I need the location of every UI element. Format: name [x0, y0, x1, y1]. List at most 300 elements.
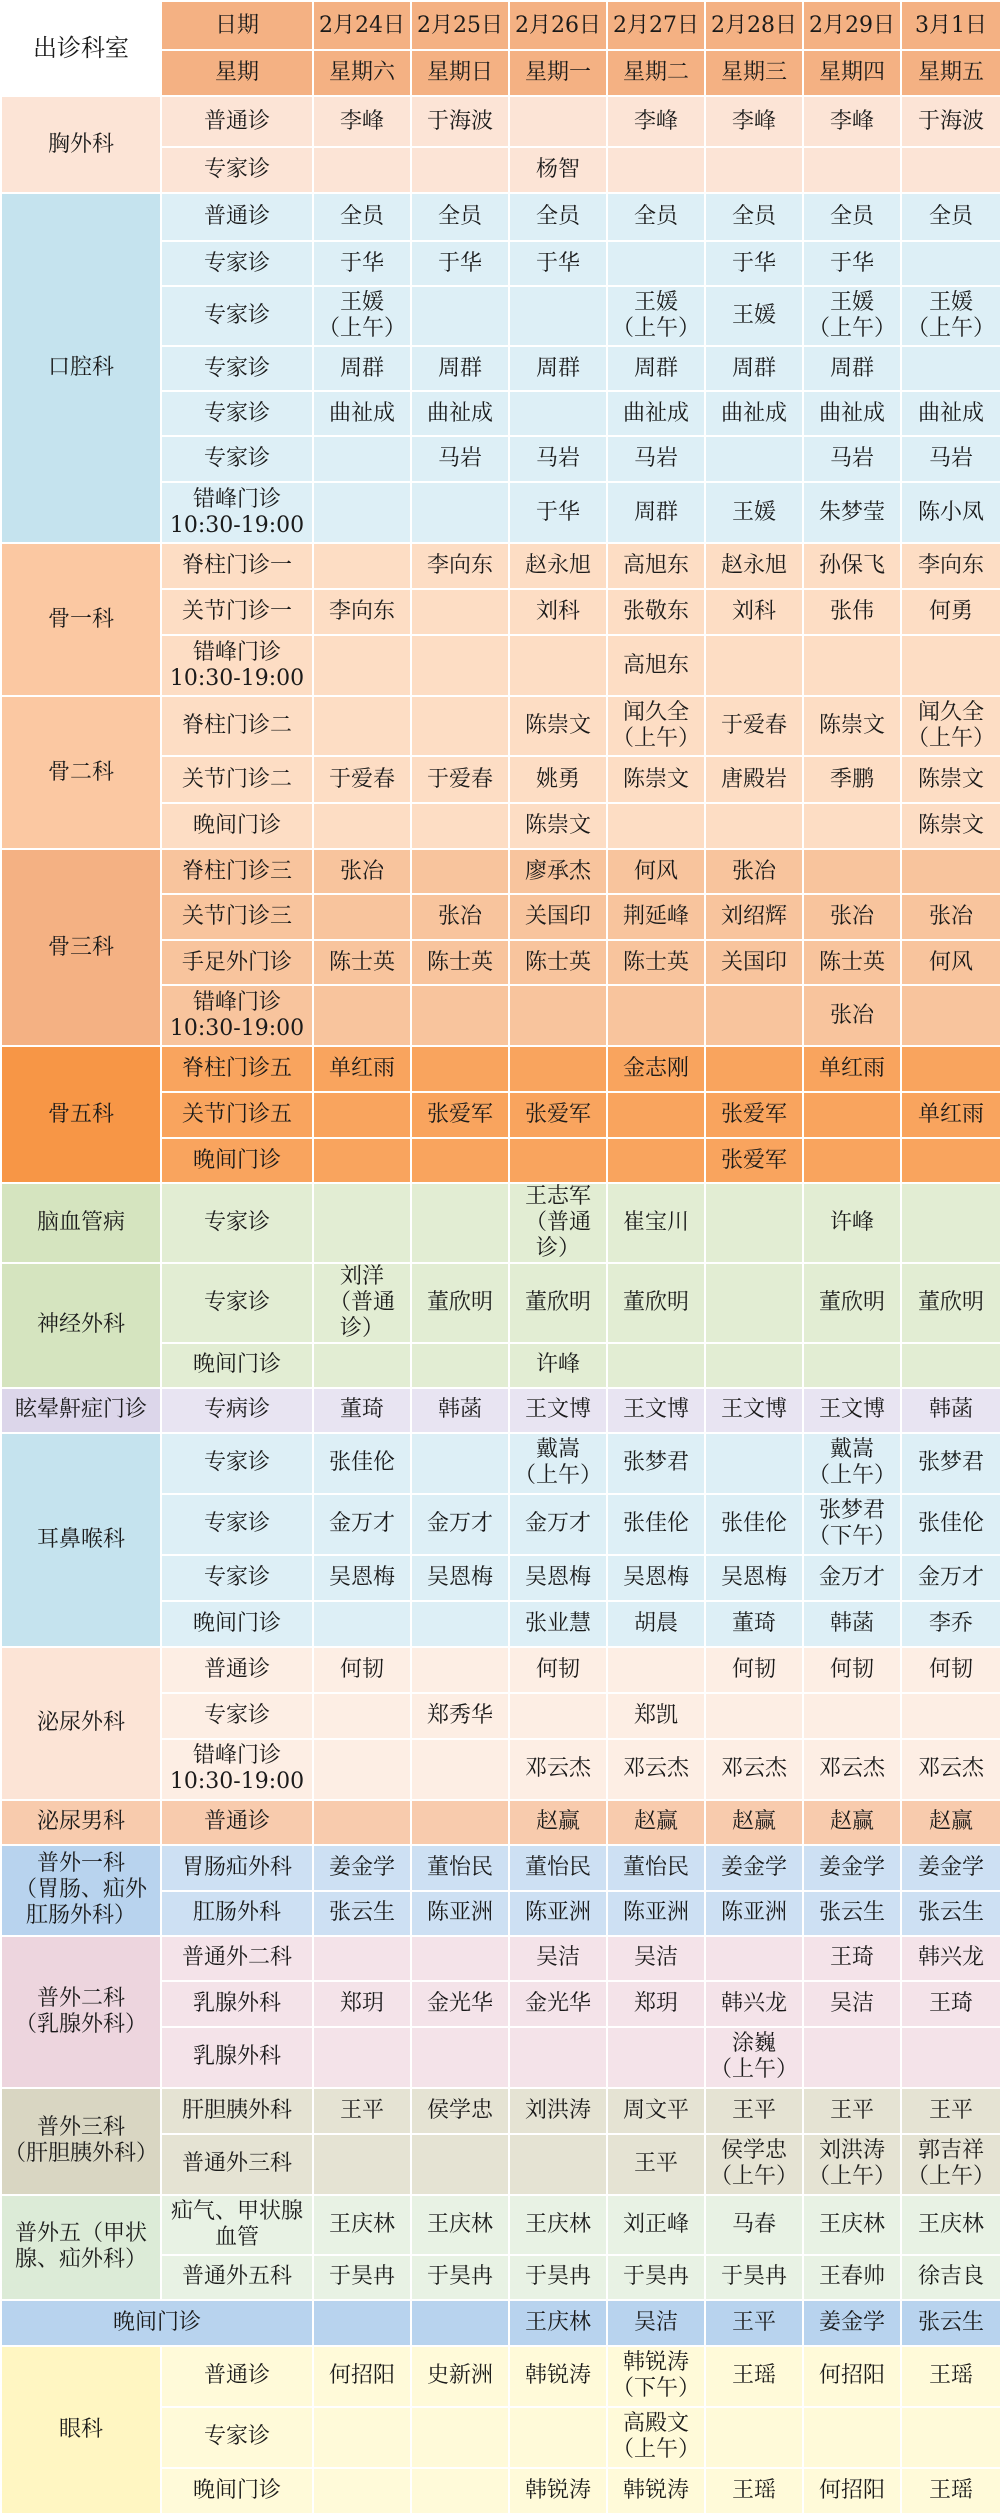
doctor-cell: 荆延峰	[607, 894, 705, 940]
date-cell: 2月27日	[607, 1, 705, 50]
doctor-cell	[411, 1046, 509, 1092]
clinic-type: 专家诊	[161, 436, 313, 482]
doctor-cell	[411, 1183, 509, 1263]
doctor-cell: 全员	[901, 193, 1000, 241]
clinic-type: 乳腺外科	[161, 2027, 313, 2088]
doctor-cell: 李峰	[803, 96, 901, 147]
doctor-cell: 王瑶	[705, 2346, 803, 2407]
doctor-cell	[313, 147, 411, 193]
doctor-cell: 吴恩梅	[411, 1555, 509, 1601]
doctor-cell: 于爱春	[705, 696, 803, 756]
date-cell: 2月24日	[313, 1, 411, 50]
doctor-cell: 吴恩梅	[313, 1555, 411, 1601]
doctor-cell: 王琦	[803, 1936, 901, 1981]
doctor-cell: 闻久全 （上午）	[901, 696, 1000, 756]
doctor-cell: 马岩	[607, 436, 705, 482]
doctor-cell	[411, 849, 509, 894]
clinic-type: 专家诊	[161, 1263, 313, 1343]
doctor-cell	[705, 1263, 803, 1343]
doctor-cell	[509, 96, 607, 147]
clinic-type: 脊柱门诊三	[161, 849, 313, 894]
doctor-cell: 马岩	[901, 436, 1000, 482]
doctor-cell: 陈士英	[607, 940, 705, 985]
doctor-cell: 单红雨	[313, 1046, 411, 1092]
clinic-type: 普通诊	[161, 2346, 313, 2407]
doctor-cell: 赵赢	[607, 1800, 705, 1845]
clinic-type: 专病诊	[161, 1388, 313, 1433]
doctor-cell: 王平	[705, 2088, 803, 2134]
doctor-cell: 陈士英	[803, 940, 901, 985]
doctor-cell: 王平	[803, 2088, 901, 2134]
doctor-cell: 于海波	[411, 96, 509, 147]
doctor-cell: 刘洋 （普通诊）	[313, 1263, 411, 1343]
doctor-cell: 张敬东	[607, 589, 705, 635]
header-date-row	[1, 1, 1000, 50]
doctor-cell: 郑玥	[313, 1981, 411, 2027]
doctor-cell: 赵赢	[803, 1800, 901, 1845]
doctor-cell	[607, 1343, 705, 1388]
doctor-cell: 刘科	[509, 589, 607, 635]
doctor-cell	[411, 635, 509, 696]
doctor-cell	[313, 1693, 411, 1739]
doctor-cell: 王文博	[607, 1388, 705, 1433]
department-name: 普外一科 （胃肠、疝外 肛肠外科）	[1, 1845, 161, 1936]
doctor-cell: 全员	[803, 193, 901, 241]
doctor-cell: 许峰	[803, 1183, 901, 1263]
doctor-cell: 金万才	[803, 1555, 901, 1601]
doctor-cell	[705, 147, 803, 193]
doctor-cell	[313, 1138, 411, 1183]
doctor-cell	[705, 1343, 803, 1388]
doctor-cell: 张佳伦	[901, 1494, 1000, 1555]
doctor-cell: 韩菡	[901, 1388, 1000, 1433]
doctor-cell	[803, 2407, 901, 2468]
doctor-cell: 周文平	[607, 2088, 705, 2134]
doctor-cell: 曲祉成	[705, 391, 803, 436]
doctor-cell	[313, 1936, 411, 1981]
schedule-row	[1, 1183, 1000, 1263]
doctor-cell: 董欣明	[509, 1263, 607, 1343]
doctor-cell: 张佳伦	[705, 1494, 803, 1555]
doctor-cell	[313, 985, 411, 1046]
doctor-cell	[607, 1647, 705, 1693]
doctor-cell: 何风	[901, 940, 1000, 985]
doctor-cell: 陈士英	[411, 940, 509, 985]
doctor-cell: 周群	[411, 346, 509, 391]
doctor-cell: 王媛	[705, 482, 803, 543]
weekday-cell: 星期二	[607, 50, 705, 96]
doctor-cell: 邓云杰	[803, 1739, 901, 1800]
clinic-type: 专家诊	[161, 286, 313, 346]
schedule-row	[1, 1845, 1000, 1891]
doctor-cell: 吴洁	[803, 1981, 901, 2027]
doctor-cell: 赵永旭	[705, 543, 803, 589]
schedule-row	[1, 1046, 1000, 1092]
doctor-cell: 张云生	[803, 1891, 901, 1936]
doctor-cell	[509, 635, 607, 696]
doctor-cell: 闻久全 （上午）	[607, 696, 705, 756]
doctor-cell: 单红雨	[803, 1046, 901, 1092]
doctor-cell	[803, 803, 901, 849]
doctor-cell: 张云生	[313, 1891, 411, 1936]
doctor-cell: 董欣明	[803, 1263, 901, 1343]
doctor-cell: 张梦君 （下午）	[803, 1494, 901, 1555]
doctor-cell: 郑玥	[607, 1981, 705, 2027]
clinic-type: 脊柱门诊二	[161, 696, 313, 756]
doctor-cell: 马岩	[803, 436, 901, 482]
doctor-cell: 韩锐涛	[607, 2468, 705, 2514]
clinic-type: 晚间门诊	[161, 1138, 313, 1183]
weekday-cell: 星期三	[705, 50, 803, 96]
schedule-row	[1, 543, 1000, 589]
schedule-row	[1, 696, 1000, 756]
date-cell: 2月29日	[803, 1, 901, 50]
clinic-type: 晚间门诊	[161, 2468, 313, 2514]
doctor-cell	[705, 2407, 803, 2468]
doctor-cell: 郑凯	[607, 1693, 705, 1739]
doctor-cell: 董怡民	[509, 1845, 607, 1891]
doctor-cell: 邓云杰	[901, 1739, 1000, 1800]
clinic-type: 专家诊	[161, 1494, 313, 1555]
doctor-cell: 董欣明	[411, 1263, 509, 1343]
doctor-cell: 王庆林	[803, 2195, 901, 2255]
clinic-type: 专家诊	[161, 1693, 313, 1739]
doctor-cell: 姜金学	[803, 2300, 901, 2346]
doctor-cell: 关国印	[705, 940, 803, 985]
evening-clinic-label: 晚间门诊	[1, 2300, 313, 2346]
doctor-cell: 刘正峰	[607, 2195, 705, 2255]
doctor-cell: 张梦君	[901, 1433, 1000, 1494]
doctor-cell	[313, 543, 411, 589]
doctor-cell: 陈崇文	[901, 756, 1000, 803]
doctor-cell: 于昊冉	[607, 2255, 705, 2300]
doctor-cell: 于昊冉	[705, 2255, 803, 2300]
clinic-type: 手足外门诊	[161, 940, 313, 985]
doctor-cell: 陈崇文	[803, 696, 901, 756]
doctor-cell: 董怡民	[607, 1845, 705, 1891]
doctor-cell: 张伟	[803, 589, 901, 635]
department-name: 耳鼻喉科	[1, 1433, 161, 1647]
doctor-cell: 周群	[607, 482, 705, 543]
doctor-cell: 于华	[411, 241, 509, 286]
doctor-cell: 张冶	[803, 894, 901, 940]
doctor-cell: 金万才	[509, 1494, 607, 1555]
clinic-type: 错峰门诊 10:30-19:00	[161, 985, 313, 1046]
doctor-cell: 王庆林	[411, 2195, 509, 2255]
doctor-cell: 高殿文 （上午）	[607, 2407, 705, 2468]
doctor-cell	[705, 985, 803, 1046]
clinic-type: 普通外五科	[161, 2255, 313, 2300]
doctor-cell	[607, 1092, 705, 1138]
doctor-cell	[411, 2027, 509, 2088]
clinic-type: 普通诊	[161, 193, 313, 241]
doctor-cell: 全员	[411, 193, 509, 241]
clinic-type: 晚间门诊	[161, 1601, 313, 1647]
doctor-cell	[901, 1183, 1000, 1263]
doctor-cell: 何招阳	[803, 2468, 901, 2514]
clinic-type: 普通诊	[161, 1800, 313, 1845]
clinic-type: 脊柱门诊五	[161, 1046, 313, 1092]
doctor-cell: 邓云杰	[705, 1739, 803, 1800]
evening-clinic-row	[1, 2300, 1000, 2346]
doctor-cell	[411, 1601, 509, 1647]
doctor-cell: 王平	[705, 2300, 803, 2346]
doctor-cell	[313, 1601, 411, 1647]
schedule-row	[1, 1647, 1000, 1693]
department-name: 神经外科	[1, 1263, 161, 1388]
doctor-cell: 陈崇文	[509, 696, 607, 756]
doctor-cell: 张冶	[705, 849, 803, 894]
doctor-cell	[411, 1343, 509, 1388]
doctor-cell: 董欣明	[607, 1263, 705, 1343]
doctor-cell: 张爱军	[705, 1092, 803, 1138]
doctor-cell: 曲祉成	[607, 391, 705, 436]
doctor-cell	[313, 894, 411, 940]
doctor-cell: 陈亚洲	[411, 1891, 509, 1936]
doctor-cell	[803, 2027, 901, 2088]
schedule-row	[1, 193, 1000, 241]
doctor-cell	[803, 635, 901, 696]
doctor-cell: 张梦君	[607, 1433, 705, 1494]
doctor-cell	[607, 147, 705, 193]
doctor-cell: 吴恩梅	[705, 1555, 803, 1601]
doctor-cell	[509, 2407, 607, 2468]
clinic-type: 脊柱门诊一	[161, 543, 313, 589]
doctor-cell: 王志军 （普通诊）	[509, 1183, 607, 1263]
department-name: 眩晕鼾症门诊	[1, 1388, 161, 1433]
doctor-cell: 王瑶	[705, 2468, 803, 2514]
doctor-cell	[901, 2027, 1000, 2088]
doctor-cell: 侯学忠 （上午）	[705, 2134, 803, 2195]
doctor-cell: 何招阳	[803, 2346, 901, 2407]
doctor-cell: 李乔	[901, 1601, 1000, 1647]
doctor-cell	[901, 241, 1000, 286]
doctor-cell	[901, 1046, 1000, 1092]
department-name: 泌尿外科	[1, 1647, 161, 1800]
doctor-cell: 于华	[509, 482, 607, 543]
doctor-cell: 戴嵩 （上午）	[803, 1433, 901, 1494]
weekday-cell: 星期四	[803, 50, 901, 96]
doctor-cell: 张云生	[901, 2300, 1000, 2346]
doctor-cell: 周群	[509, 346, 607, 391]
doctor-cell: 张云生	[901, 1891, 1000, 1936]
doctor-cell: 王平	[901, 2088, 1000, 2134]
clinic-type: 晚间门诊	[161, 1343, 313, 1388]
doctor-cell	[803, 849, 901, 894]
doctor-cell: 何招阳	[313, 2346, 411, 2407]
clinic-type: 专家诊	[161, 391, 313, 436]
doctor-cell: 韩兴龙	[901, 1936, 1000, 1981]
doctor-cell: 吴恩梅	[607, 1555, 705, 1601]
doctor-cell	[901, 1138, 1000, 1183]
doctor-cell: 吴洁	[607, 1936, 705, 1981]
department-name: 骨一科	[1, 543, 161, 696]
doctor-cell: 胡晨	[607, 1601, 705, 1647]
doctor-cell: 张佳伦	[607, 1494, 705, 1555]
doctor-cell: 马春	[705, 2195, 803, 2255]
doctor-cell	[313, 1739, 411, 1800]
doctor-cell	[411, 1647, 509, 1693]
doctor-cell	[705, 803, 803, 849]
doctor-cell	[313, 482, 411, 543]
doctor-cell	[411, 1936, 509, 1981]
doctor-cell: 董欣明	[901, 1263, 1000, 1343]
doctor-cell: 陈亚洲	[509, 1891, 607, 1936]
doctor-cell: 王庆林	[901, 2195, 1000, 2255]
doctor-cell: 何韧	[313, 1647, 411, 1693]
doctor-cell: 王庆林	[313, 2195, 411, 2255]
doctor-cell: 戴嵩 （上午）	[509, 1433, 607, 1494]
clinic-type: 专家诊	[161, 147, 313, 193]
date-cell: 2月25日	[411, 1, 509, 50]
doctor-cell	[607, 985, 705, 1046]
doctor-cell: 高旭东	[607, 635, 705, 696]
doctor-cell	[705, 1693, 803, 1739]
doctor-cell	[411, 1138, 509, 1183]
weekday-cell: 星期日	[411, 50, 509, 96]
doctor-cell: 杨智	[509, 147, 607, 193]
doctor-cell: 姜金学	[901, 1845, 1000, 1891]
clinic-type: 乳腺外科	[161, 1981, 313, 2027]
department-name: 眼科	[1, 2346, 161, 2514]
doctor-cell: 陈崇文	[901, 803, 1000, 849]
doctor-cell: 姜金学	[313, 1845, 411, 1891]
department-name: 胸外科	[1, 96, 161, 193]
doctor-cell: 韩锐涛	[509, 2468, 607, 2514]
schedule-row	[1, 1263, 1000, 1343]
doctor-cell	[411, 696, 509, 756]
doctor-cell: 王文博	[509, 1388, 607, 1433]
doctor-cell: 韩兴龙	[705, 1981, 803, 2027]
doctor-cell: 金志刚	[607, 1046, 705, 1092]
doctor-cell: 周群	[803, 346, 901, 391]
doctor-cell: 于昊冉	[313, 2255, 411, 2300]
doctor-cell: 周群	[313, 346, 411, 391]
doctor-cell	[901, 2407, 1000, 2468]
doctor-cell	[901, 147, 1000, 193]
doctor-cell: 王春帅	[803, 2255, 901, 2300]
clinic-type: 关节门诊五	[161, 1092, 313, 1138]
doctor-cell: 郑秀华	[411, 1693, 509, 1739]
doctor-cell	[313, 2134, 411, 2195]
doctor-cell: 韩菡	[803, 1601, 901, 1647]
schedule-row	[1, 1800, 1000, 1845]
doctor-cell	[803, 1138, 901, 1183]
doctor-cell: 曲祉成	[313, 391, 411, 436]
doctor-cell: 张爱军	[411, 1092, 509, 1138]
doctor-cell: 何韧	[803, 1647, 901, 1693]
doctor-cell	[901, 346, 1000, 391]
doctor-cell	[313, 2468, 411, 2514]
doctor-cell	[705, 1183, 803, 1263]
doctor-cell: 于爱春	[313, 756, 411, 803]
doctor-cell	[411, 803, 509, 849]
clinic-type: 普通诊	[161, 1647, 313, 1693]
doctor-cell: 张冶	[411, 894, 509, 940]
clinic-type: 专家诊	[161, 241, 313, 286]
doctor-cell: 于海波	[901, 96, 1000, 147]
clinic-type: 错峰门诊 10:30-19:00	[161, 1739, 313, 1800]
doctor-cell: 赵赢	[705, 1800, 803, 1845]
doctor-cell: 赵赢	[901, 1800, 1000, 1845]
doctor-cell: 金万才	[411, 1494, 509, 1555]
clinic-type: 晚间门诊	[161, 803, 313, 849]
doctor-cell: 王琦	[901, 1981, 1000, 2027]
doctor-cell: 史新洲	[411, 2346, 509, 2407]
doctor-cell: 陈崇文	[607, 756, 705, 803]
doctor-cell: 陈士英	[509, 940, 607, 985]
weekday-cell: 星期五	[901, 50, 1000, 96]
doctor-cell: 陈亚洲	[705, 1891, 803, 1936]
doctor-cell	[509, 391, 607, 436]
doctor-cell: 于昊冉	[509, 2255, 607, 2300]
schedule-row	[1, 2195, 1000, 2255]
doctor-cell: 徐吉良	[901, 2255, 1000, 2300]
doctor-cell	[901, 635, 1000, 696]
doctor-cell: 周群	[607, 346, 705, 391]
doctor-cell: 刘洪涛	[509, 2088, 607, 2134]
schedule-row	[1, 2346, 1000, 2407]
doctor-cell: 马岩	[509, 436, 607, 482]
clinic-type: 专家诊	[161, 2407, 313, 2468]
doctor-cell: 金光华	[509, 1981, 607, 2027]
schedule-body	[1, 1, 1000, 2514]
weekday-cell: 星期六	[313, 50, 411, 96]
doctor-cell	[411, 1800, 509, 1845]
doctor-cell: 王媛	[705, 286, 803, 346]
doctor-cell: 赵永旭	[509, 543, 607, 589]
doctor-cell: 王媛 （上午）	[607, 286, 705, 346]
clinic-type: 疝气、甲状腺 血管	[161, 2195, 313, 2255]
doctor-cell: 李峰	[607, 96, 705, 147]
schedule-row	[1, 1936, 1000, 1981]
doctor-cell: 于昊冉	[411, 2255, 509, 2300]
doctor-cell: 何韧	[705, 1647, 803, 1693]
doctor-cell: 李向东	[411, 543, 509, 589]
doctor-cell	[509, 1138, 607, 1183]
doctor-cell: 陈士英	[313, 940, 411, 985]
department-name: 骨二科	[1, 696, 161, 849]
doctor-cell	[313, 1800, 411, 1845]
doctor-cell: 全员	[509, 193, 607, 241]
doctor-cell: 王文博	[705, 1388, 803, 1433]
doctor-cell: 王媛 （上午）	[901, 286, 1000, 346]
department-name: 普外二科 （乳腺外科）	[1, 1936, 161, 2088]
clinic-type: 专家诊	[161, 346, 313, 391]
clinic-type: 专家诊	[161, 1555, 313, 1601]
doctor-cell: 侯学忠	[411, 2088, 509, 2134]
doctor-cell: 何风	[607, 849, 705, 894]
doctor-cell: 韩菡	[411, 1388, 509, 1433]
doctor-cell	[313, 696, 411, 756]
doctor-cell	[607, 241, 705, 286]
corner-label: 出诊科室	[1, 1, 161, 96]
doctor-cell: 孙保飞	[803, 543, 901, 589]
doctor-cell	[411, 482, 509, 543]
doctor-cell: 姚勇	[509, 756, 607, 803]
doctor-cell	[509, 2134, 607, 2195]
doctor-cell: 王庆林	[509, 2300, 607, 2346]
doctor-cell: 董琦	[705, 1601, 803, 1647]
doctor-cell	[313, 1183, 411, 1263]
doctor-cell	[509, 985, 607, 1046]
doctor-cell: 于爱春	[411, 756, 509, 803]
weekday-label: 星期	[161, 50, 313, 96]
date-cell: 3月1日	[901, 1, 1000, 50]
doctor-cell: 何韧	[509, 1647, 607, 1693]
doctor-cell	[313, 1092, 411, 1138]
doctor-cell	[313, 436, 411, 482]
